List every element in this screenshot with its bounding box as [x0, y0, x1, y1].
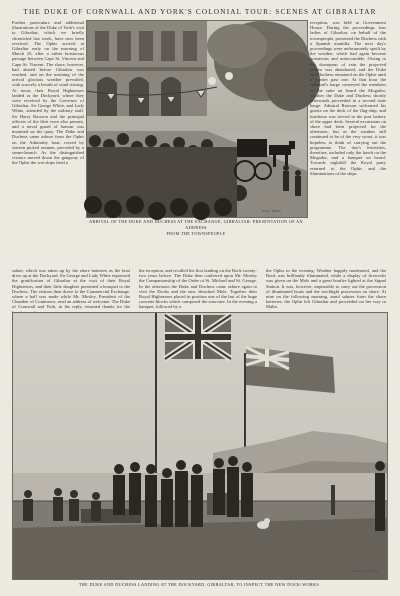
left-column-text: Further particulars and additional illustrations of the Duke of York's visit to Gibraltar, which we briefly chronicled last week, have now been received. The Ophir arrived at Gibraltar early on the morning of March 25, after a rather boisterous passage between Cape St. Vincent and Cape St. Vincent. The shore, however, had abated before Gibraltar was reached, and on the morning of the arrival glorious weather prevailed, with scarcely a breath of wind stirring. At noon, their Royal Highnesses landed at the Dockyard, where they were received by the Governor of Gibraltar, Sir George White, and Lady White, attended by the military staff. Sir Harry Rawson and the principal officers of the fleet were also present, and a naval guard of honour was mounted on the quay. The Duke and Duchess came ashore from the Ophir on the Admiralty boat, rowed by sixteen picked seamen, preceded by a steam-launch. As the distinguished visitors moved down the gangway of the Ophir the war ships fired a — [12, 20, 84, 166]
photo-exchange-arrival — [86, 20, 308, 218]
body-text-column-1: salute, which was taken up by the shore batteries as the boat drew up at the Dockyard. Sir George and Lady White expressed the gratification of Gibraltar at the visit of their Royal Highnesses, and their little daughter presented a bouquet to the Duchess. The visitors then drove to the Commercial Exchange, where a ball was made while Mr. Mosley, President of the Chamber of Commerce, read an address of welcome. The Duke of Cornwall and York, in his reply, returned thanks for the — [12, 268, 130, 310]
body-text-column-3: the Ophir in the evening. Weather happily moderated, and the Rock was brilliantly illuminated, while a display of fireworks was given on the Mole and a great bonfire lighted at the Signal Station. It was, however, impossible to carry out the procession of illuminated boats and the torchlight procession on shore. At nine on the following morning, amid salutes from the shore batteries, the Ophir left Gibraltar and proceeded on her way to Malta. — [266, 268, 386, 310]
photo-exchange-credit: Photo. Milton — [262, 209, 281, 213]
right-column-text: reception, was held at Government House. During the proceedings four ladies of Gibraltar, on behalf of the townspeople, presented the Duchess with a Spanish mantilla. The next day's proceedings were unfortunately spoilt by the weather, which had again become boisterous and unfavourable. Owing to the downpour of rain the projected review was abandoned, and the Duke and Duchess remained on the Ophir until a quarter past one. At that hour the Admiral's barge conveyed the members of the suite on board the Mogador, whither the Duke and Duchess shortly afterwards proceeded in a second state barge. Admiral Rawson welcomed his guests on the deck of the flag-ship, and luncheon was served in the port battery of the upper deck. Several excursions on shore had been projected for the afternoon, but as the weather still continued to be of the very worst, it was hopeless to think of carrying out the programme. The day's festivities, therefore, included only the lunch on the Mogador, and a banquet on board. Towards nightfall the Royal party returned to the Ophir, and the illuminations of the ships — [310, 20, 386, 176]
body-text-column-2: the reception, and recalled his first landing on the Rock twenty-two years before. The Duke then conferred upon Mr. Mosley the Companionship of the Order of St. Michael and St. George. In the afternoon the Duke and Duchess came ashore again to visit the Docks and the new detached Mole. Together their Royal Highnesses placed in position one of the last of the huge concrete blocks which composed the structure. In the evening a banquet, followed by a — [139, 268, 257, 310]
photo-dockyard-landing — [12, 312, 388, 580]
photo-dockyard-caption: THE DUKE AND DUCHESS LANDING AT THE DOCKYARD, GIBRALTAR, TO INSPECT THE NEW DOCK-WORKS — [78, 582, 320, 587]
photo-dockyard-illustration — [13, 313, 387, 579]
photo-exchange-illustration — [87, 21, 307, 217]
photo-exchange-caption-line2: FROM THE TOWNSPEOPLE — [166, 231, 226, 236]
photo-exchange-caption-line1: ARRIVAL OF THE DUKE AND DUCHESS AT THE EXCHANGE, GIBRALTAR: PRESENTATION OF AN ADDRESS — [89, 219, 303, 230]
page-header-title: THE DUKE OF CORNWALL AND YORK'S COLONIAL TOUR: SCENES AT GIBRALTAR — [23, 8, 377, 16]
photo-dockyard-credit: Photo. J. W. Gomes — [352, 569, 379, 573]
photo-exchange-caption — [86, 219, 306, 237]
